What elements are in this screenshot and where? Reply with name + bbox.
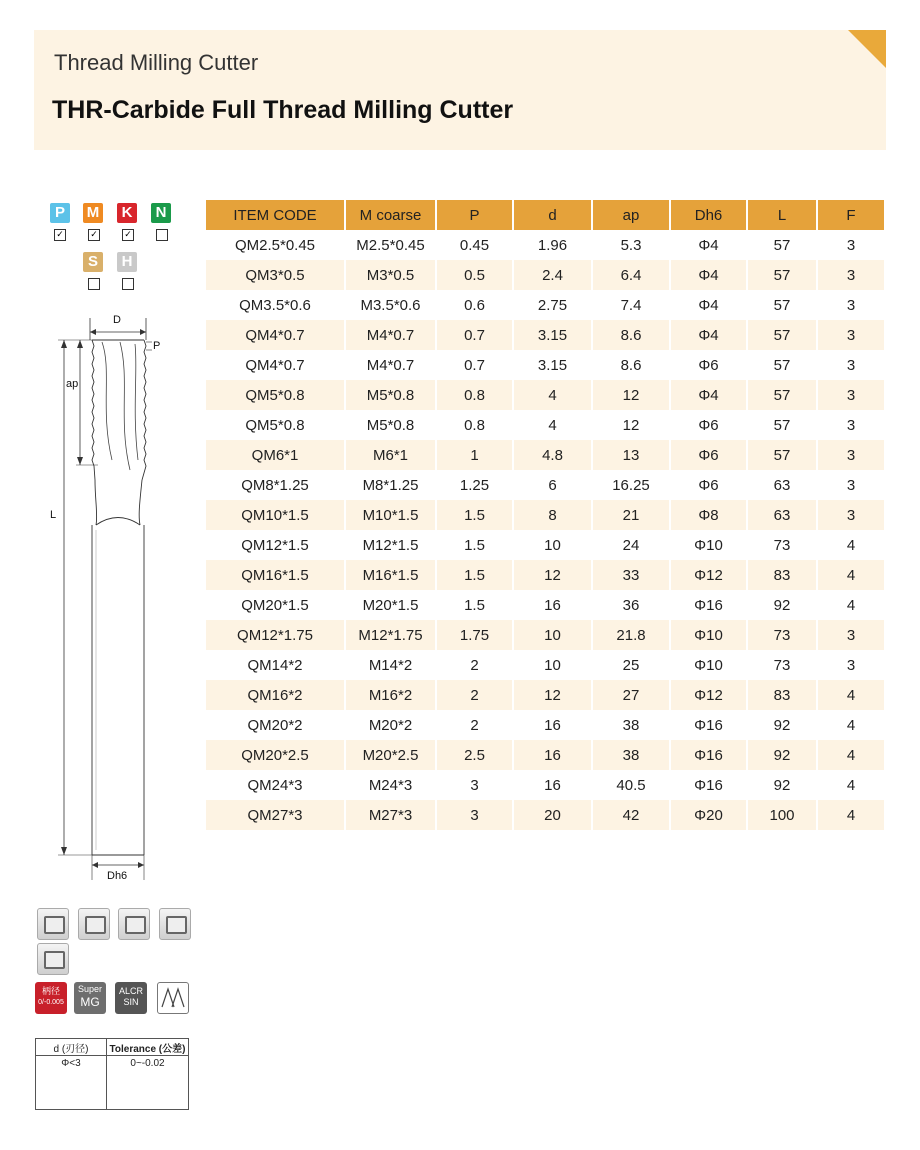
table-cell: M20*2.5 — [345, 740, 436, 770]
table-cell: Φ4 — [670, 320, 747, 350]
col-header-p: P — [436, 200, 513, 230]
table-cell: Φ10 — [670, 530, 747, 560]
table-cell: 1.25 — [436, 470, 513, 500]
super-mg-line2: MG — [80, 995, 100, 1009]
table-cell: 13 — [592, 440, 670, 470]
material-s-badge: S — [83, 252, 103, 272]
table-cell: 7.4 — [592, 290, 670, 320]
table-cell: 8 — [513, 500, 592, 530]
table-cell: M27*3 — [345, 800, 436, 830]
table-cell: QM14*2 — [206, 650, 345, 680]
table-cell: QM12*1.5 — [206, 530, 345, 560]
table-row — [206, 440, 885, 470]
face-milling-icon — [37, 908, 69, 940]
material-m-checkbox: ✓ — [88, 229, 100, 241]
ap-dimension-label: ap — [66, 378, 79, 390]
table-cell: 3 — [817, 380, 885, 410]
table-cell: 24 — [592, 530, 670, 560]
table-cell: M14*2 — [345, 650, 436, 680]
table-cell: QM16*1.5 — [206, 560, 345, 590]
alcrsin-line1: ALCR — [118, 986, 143, 996]
material-m-badge: M — [83, 203, 103, 223]
table-cell: 12 — [592, 410, 670, 440]
table-cell: M8*1.25 — [345, 470, 436, 500]
helix-angle-icon — [157, 982, 189, 1014]
table-cell: 1.5 — [436, 500, 513, 530]
table-cell: 73 — [747, 650, 817, 680]
table-row — [206, 410, 885, 440]
table-row — [206, 350, 885, 380]
slot-milling-icon — [78, 908, 110, 940]
table-cell: Φ16 — [670, 710, 747, 740]
table-cell: QM5*0.8 — [206, 410, 345, 440]
table-cell: M24*3 — [345, 770, 436, 800]
table-row — [206, 650, 885, 680]
table-row — [206, 530, 885, 560]
table-cell: 0.8 — [436, 410, 513, 440]
material-s-checkbox — [88, 278, 100, 290]
table-row — [206, 680, 885, 710]
table-cell: 3 — [817, 500, 885, 530]
table-cell: M10*1.5 — [345, 500, 436, 530]
col-header-d: d — [513, 200, 592, 230]
table-cell: 1.5 — [436, 560, 513, 590]
table-cell: QM20*2.5 — [206, 740, 345, 770]
material-h-checkbox — [122, 278, 134, 290]
table-cell: 20 — [513, 800, 592, 830]
table-cell: 92 — [747, 770, 817, 800]
material-n-checkbox — [156, 229, 168, 241]
table-row — [206, 620, 885, 650]
table-cell: 2 — [436, 680, 513, 710]
material-p-badge: P — [50, 203, 70, 223]
spec-table — [206, 200, 886, 830]
table-cell: 12 — [513, 560, 592, 590]
table-cell: 3.15 — [513, 320, 592, 350]
table-cell: 38 — [592, 740, 670, 770]
tolerance-value: 0~-0.02 — [107, 1056, 189, 1110]
table-cell: QM5*0.8 — [206, 380, 345, 410]
table-cell: Φ4 — [670, 380, 747, 410]
shank-tolerance-value: 0/-0.005 — [38, 999, 64, 1006]
material-h-badge: H — [117, 252, 137, 272]
tolerance-header-tolerance: Tolerance (公差) — [107, 1039, 189, 1056]
thread-mill-diagram — [40, 310, 180, 890]
profile-milling-icon — [159, 908, 191, 940]
col-header-m-coarse: M coarse — [345, 200, 436, 230]
table-cell: 1 — [436, 440, 513, 470]
table-cell: 3 — [817, 230, 885, 260]
table-cell: 4 — [513, 410, 592, 440]
table-cell: 57 — [747, 260, 817, 290]
table-cell: 10 — [513, 650, 592, 680]
table-cell: 83 — [747, 680, 817, 710]
table-row — [206, 590, 885, 620]
table-cell: 57 — [747, 440, 817, 470]
table-row — [206, 260, 885, 290]
alcrsin-coating-badge — [115, 982, 147, 1014]
table-cell: QM8*1.25 — [206, 470, 345, 500]
table-cell: 57 — [747, 410, 817, 440]
table-cell: 1.5 — [436, 590, 513, 620]
p-dimension-label: P — [153, 340, 161, 352]
table-cell: M5*0.8 — [345, 410, 436, 440]
col-header-item-code: ITEM CODE — [206, 200, 345, 230]
table-cell: 40.5 — [592, 770, 670, 800]
table-cell: Φ16 — [670, 590, 747, 620]
table-cell: 4 — [817, 680, 885, 710]
table-row — [206, 500, 885, 530]
table-cell: 92 — [747, 710, 817, 740]
table-cell: QM24*3 — [206, 770, 345, 800]
table-cell: 3 — [817, 440, 885, 470]
table-cell: 73 — [747, 530, 817, 560]
table-cell: 3 — [436, 800, 513, 830]
table-cell: Φ12 — [670, 560, 747, 590]
table-cell: M12*1.75 — [345, 620, 436, 650]
table-cell: Φ6 — [670, 470, 747, 500]
table-cell: 4 — [817, 590, 885, 620]
table-cell: 0.7 — [436, 350, 513, 380]
table-cell: 1.96 — [513, 230, 592, 260]
table-cell: QM27*3 — [206, 800, 345, 830]
table-cell: M16*1.5 — [345, 560, 436, 590]
table-cell: 4 — [817, 770, 885, 800]
table-row — [206, 560, 885, 590]
table-cell: Φ10 — [670, 650, 747, 680]
super-mg-line1: Super — [77, 984, 103, 994]
table-cell: Φ16 — [670, 740, 747, 770]
table-cell: 4 — [817, 740, 885, 770]
table-row — [206, 380, 885, 410]
table-cell: QM20*2 — [206, 710, 345, 740]
table-row — [206, 470, 885, 500]
table-cell: Φ6 — [670, 410, 747, 440]
table-cell: 33 — [592, 560, 670, 590]
table-cell: 10 — [513, 620, 592, 650]
table-cell: 4.8 — [513, 440, 592, 470]
table-cell: Φ8 — [670, 500, 747, 530]
table-cell: 1.75 — [436, 620, 513, 650]
col-header-ap: ap — [592, 200, 670, 230]
table-cell: 38 — [592, 710, 670, 740]
table-cell: Φ16 — [670, 770, 747, 800]
table-cell: M16*2 — [345, 680, 436, 710]
shank-tolerance-badge — [35, 982, 67, 1014]
table-cell: 2 — [436, 710, 513, 740]
table-cell: 3 — [817, 410, 885, 440]
table-cell: 16 — [513, 740, 592, 770]
col-header-l: L — [747, 200, 817, 230]
table-cell: QM6*1 — [206, 440, 345, 470]
table-cell: 73 — [747, 620, 817, 650]
table-cell: QM4*0.7 — [206, 320, 345, 350]
table-cell: M4*0.7 — [345, 320, 436, 350]
table-cell: 5.3 — [592, 230, 670, 260]
table-cell: 12 — [592, 380, 670, 410]
table-cell: M6*1 — [345, 440, 436, 470]
col-header-f: F — [817, 200, 885, 230]
material-k-checkbox: ✓ — [122, 229, 134, 241]
d-dimension-label: D — [113, 314, 121, 326]
table-header-row — [206, 200, 885, 230]
table-cell: 42 — [592, 800, 670, 830]
table-cell: 57 — [747, 320, 817, 350]
table-cell: 3 — [817, 650, 885, 680]
table-cell: Φ4 — [670, 260, 747, 290]
table-cell: QM20*1.5 — [206, 590, 345, 620]
table-cell: 3 — [817, 620, 885, 650]
l-dimension-label: L — [50, 509, 57, 521]
table-cell: 12 — [513, 680, 592, 710]
table-cell: 16.25 — [592, 470, 670, 500]
table-cell: 3 — [817, 350, 885, 380]
table-cell: 63 — [747, 500, 817, 530]
table-cell: 0.7 — [436, 320, 513, 350]
table-cell: 4 — [817, 710, 885, 740]
col-header-dh6: Dh6 — [670, 200, 747, 230]
table-cell: 8.6 — [592, 320, 670, 350]
table-cell: 57 — [747, 350, 817, 380]
table-cell: QM2.5*0.45 — [206, 230, 345, 260]
header-banner — [34, 30, 886, 150]
table-cell: QM3*0.5 — [206, 260, 345, 290]
table-cell: 2.5 — [436, 740, 513, 770]
table-cell: QM3.5*0.6 — [206, 290, 345, 320]
table-cell: 36 — [592, 590, 670, 620]
table-cell: 92 — [747, 740, 817, 770]
table-cell: Φ12 — [670, 680, 747, 710]
page-subtitle: Thread Milling Cutter — [54, 50, 259, 75]
table-cell: 16 — [513, 770, 592, 800]
table-cell: 6.4 — [592, 260, 670, 290]
table-cell: 57 — [747, 380, 817, 410]
table-cell: 4 — [817, 800, 885, 830]
table-cell: 8.6 — [592, 350, 670, 380]
tolerance-table — [35, 1038, 189, 1110]
table-cell: M12*1.5 — [345, 530, 436, 560]
table-cell: 63 — [747, 470, 817, 500]
table-cell: 16 — [513, 710, 592, 740]
table-cell: 25 — [592, 650, 670, 680]
table-cell: Φ10 — [670, 620, 747, 650]
table-cell: 57 — [747, 230, 817, 260]
table-cell: 27 — [592, 680, 670, 710]
table-cell: 57 — [747, 290, 817, 320]
thread-milling-icon — [37, 943, 69, 975]
table-row — [206, 230, 885, 260]
table-row — [206, 710, 885, 740]
table-cell: 16 — [513, 590, 592, 620]
table-cell: 3 — [817, 320, 885, 350]
table-cell: QM10*1.5 — [206, 500, 345, 530]
table-cell: 100 — [747, 800, 817, 830]
table-cell: M5*0.8 — [345, 380, 436, 410]
table-cell: 3 — [817, 470, 885, 500]
table-row — [206, 320, 885, 350]
material-n-badge: N — [151, 203, 171, 223]
table-cell: 83 — [747, 560, 817, 590]
tolerance-header-diameter: d (刃径) — [36, 1039, 107, 1056]
table-cell: 0.8 — [436, 380, 513, 410]
corner-accent — [848, 30, 886, 68]
table-row — [206, 740, 885, 770]
table-cell: 21.8 — [592, 620, 670, 650]
table-row — [206, 290, 885, 320]
table-cell: 3 — [817, 290, 885, 320]
table-cell: Φ4 — [670, 230, 747, 260]
table-cell: QM12*1.75 — [206, 620, 345, 650]
table-cell: Φ20 — [670, 800, 747, 830]
table-cell: 6 — [513, 470, 592, 500]
table-cell: M20*2 — [345, 710, 436, 740]
table-cell: 92 — [747, 590, 817, 620]
table-cell: 4 — [817, 530, 885, 560]
shank-tolerance-text: 柄径 — [41, 986, 60, 996]
table-cell: 2.75 — [513, 290, 592, 320]
table-row — [206, 770, 885, 800]
table-cell: M3*0.5 — [345, 260, 436, 290]
table-cell: 1.5 — [436, 530, 513, 560]
table-cell: M20*1.5 — [345, 590, 436, 620]
table-cell: 10 — [513, 530, 592, 560]
table-row — [206, 800, 885, 830]
alcrsin-line2: SIN — [123, 997, 139, 1007]
table-cell: 4 — [817, 560, 885, 590]
table-cell: 4 — [513, 380, 592, 410]
table-cell: QM4*0.7 — [206, 350, 345, 380]
table-cell: QM16*2 — [206, 680, 345, 710]
table-cell: 0.45 — [436, 230, 513, 260]
tolerance-diameter-value: Φ<3 — [36, 1056, 107, 1110]
table-cell: M2.5*0.45 — [345, 230, 436, 260]
table-cell: Φ6 — [670, 350, 747, 380]
table-cell: M3.5*0.6 — [345, 290, 436, 320]
table-cell: Φ6 — [670, 440, 747, 470]
table-cell: 2.4 — [513, 260, 592, 290]
dh6-dimension-label: Dh6 — [107, 870, 128, 882]
super-mg-badge — [74, 982, 106, 1014]
table-cell: M4*0.7 — [345, 350, 436, 380]
table-cell: 0.6 — [436, 290, 513, 320]
material-p-checkbox: ✓ — [54, 229, 66, 241]
material-k-badge: K — [117, 203, 137, 223]
table-cell: 0.5 — [436, 260, 513, 290]
pocket-milling-icon — [118, 908, 150, 940]
table-cell: 21 — [592, 500, 670, 530]
table-cell: 3 — [436, 770, 513, 800]
table-cell: 3 — [817, 260, 885, 290]
table-cell: 3.15 — [513, 350, 592, 380]
tool-drawing — [40, 310, 180, 890]
table-cell: 2 — [436, 650, 513, 680]
table-cell: Φ4 — [670, 290, 747, 320]
page-title: THR-Carbide Full Thread Milling Cutter — [52, 96, 514, 124]
